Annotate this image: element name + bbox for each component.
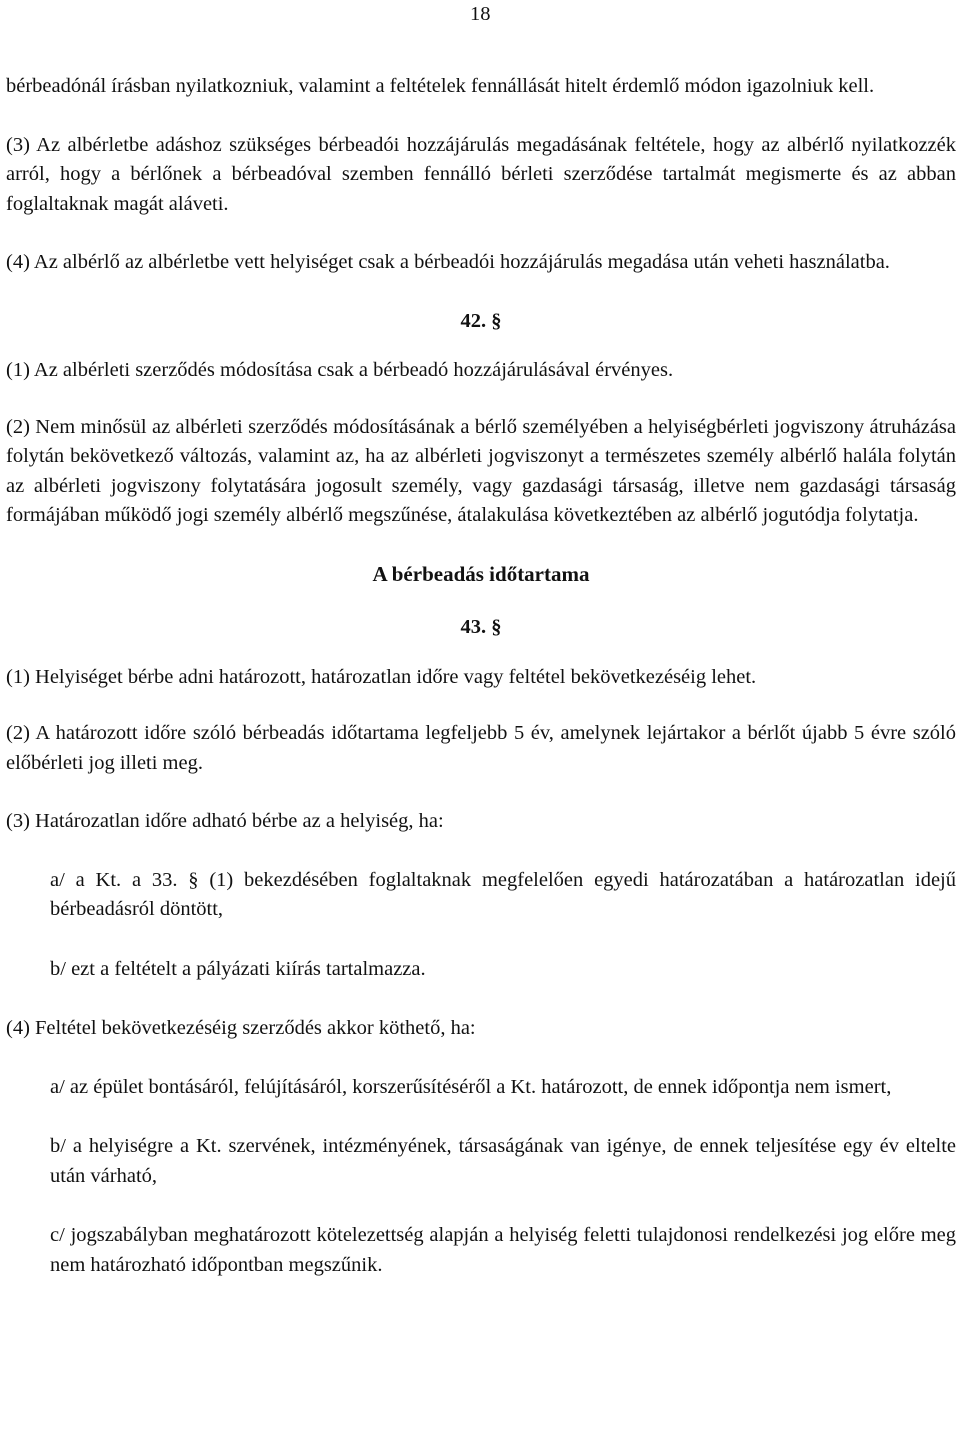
list-item-43-3-b: b/ ezt a feltételt a pályázati kiírás tartalmazza. bbox=[50, 957, 426, 980]
document-body bbox=[6, 72, 956, 1310]
paragraph-43-1: (1) Helyiséget bérbe adni határozott, határozatlan időre vagy feltétel bekövetkezéséig lehet. bbox=[6, 665, 757, 688]
page-number-text: 18 bbox=[470, 3, 491, 25]
section-42-number: 42. § bbox=[460, 309, 502, 332]
paragraph-42-2: (2) Nem minősül az albérleti szerződés módosításának a bérlő személyében a helyiségbérleti jogviszony átruházása folytán bekövetkező változás, valamint az, ha az albérleti jogviszonyt a természetes személy albérlő halála folytán az albérleti jogviszony folytatására jogosult személy, vagy gazdasági társaság, illetve nem gazdasági társaság formájában működő jogi személy albérlő megszűnése, átalakulása következtében az albérlő jogutódja folytatja. bbox=[6, 415, 956, 526]
paragraph-42-1: (1) Az albérleti szerződés módosítása csak a bérbeadó hozzájárulásával érvényes. bbox=[6, 359, 674, 381]
paragraph-43-3: (3) Határozatlan időre adható bérbe az a helyiség, ha: bbox=[6, 810, 444, 832]
list-item-43-4-c: c/ jogszabályban meghatározott kötelezettség alapján a helyiség feletti tulajdonosi rendelkezési jog előre meg nem határozható időpontban megszűnik. bbox=[50, 1224, 956, 1276]
paragraph-43-2: (2) A határozott időre szóló bérbeadás időtartama legfeljebb 5 év, amelynek lejártakor a bérlőt újabb 5 évre szóló előbérleti jog illeti meg. bbox=[6, 722, 956, 774]
section-43-number: 43. § bbox=[460, 616, 502, 638]
paragraph-intro: bérbeadónál írásban nyilatkozniuk, valamint a feltételek fennállását hitelt érdemlő módon igazolniuk kell. bbox=[6, 75, 875, 97]
list-item-43-3-a: a/ a Kt. a 33. § (1) bekezdésében foglaltaknak megfelelően egyedi határozatában a határozatlan idejű bérbeadásról döntött, bbox=[50, 868, 956, 920]
paragraph-41-3: (3) Az albérletbe adáshoz szükséges bérbeadói hozzájárulás megadásának feltétele, hogy az albérlő nyilatkozzék arról, hogy a bérlőnek a bérbeadóval szemben fennálló bérleti szerződése tartalmát megismerte és az abban foglaltaknak magát aláveti. bbox=[6, 133, 956, 215]
list-item-43-4-b: b/ a helyiségre a Kt. szervének, intézményének, társaságának van igénye, de ennek teljesítése egy év eltelte után várható, bbox=[50, 1135, 956, 1187]
list-item-43-4-a: a/ az épület bontásáról, felújításáról, korszerűsítéséről a Kt. határozott, de ennek időpontja nem ismert, bbox=[50, 1075, 892, 1098]
section-heading: A bérbeadás időtartama bbox=[372, 561, 590, 586]
paragraph-43-4: (4) Feltétel bekövetkezéséig szerződés akkor köthető, ha: bbox=[6, 1017, 476, 1039]
paragraph-41-4: (4) Az albérlő az albérletbe vett helyiséget csak a bérbeadói hozzájárulás megadása után veheti használatba. bbox=[6, 251, 890, 273]
